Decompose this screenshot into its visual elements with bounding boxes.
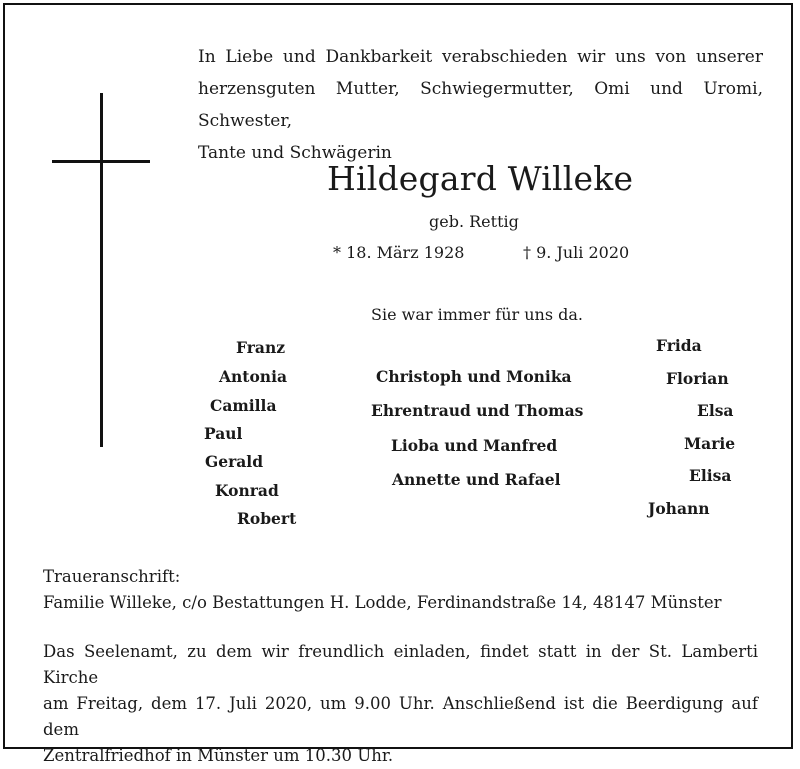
mourning-address: [43, 564, 722, 616]
family-member: Gerald: [205, 452, 264, 471]
family-member: Camilla: [210, 396, 277, 415]
family-member: Paul: [204, 424, 243, 443]
address-text: Familie Willeke, c/o Bestattungen H. Lodde, Ferdinandstraße 14, 48147 Münster: [43, 593, 722, 612]
intro-line-3: Tante und Schwägerin: [198, 143, 392, 163]
service-line-1: Das Seelenamt, zu dem wir freundlich einladen, findet statt in der St. Lamberti Kirche: [43, 642, 758, 687]
deceased-name: Hildegard Willeke: [327, 159, 634, 198]
family-member: Ehrentraud und Thomas: [371, 401, 584, 420]
death-date: † 9. Juli 2020: [523, 243, 630, 262]
intro-text: [198, 41, 763, 169]
cross-horizontal-bar: [52, 160, 150, 163]
service-info: [43, 639, 758, 769]
intro-line-2: herzensguten Mutter, Schwiegermutter, Omi und Uromi, Schwester,: [198, 79, 763, 131]
obituary-notice: [3, 3, 793, 765]
family-member: Christoph und Monika: [376, 367, 572, 386]
family-member: Konrad: [215, 481, 279, 500]
family-member: Frida: [656, 336, 702, 355]
service-line-3: Zentralfriedhof in Münster um 10.30 Uhr.: [43, 746, 394, 765]
address-label: Traueranschrift:: [43, 567, 181, 586]
service-line-2: am Freitag, dem 17. Juli 2020, um 9.00 Uhr. Anschließend ist die Beerdigung auf dem: [43, 694, 758, 739]
family-member: Marie: [684, 434, 736, 453]
family-member: Robert: [237, 509, 297, 528]
family-member: Antonia: [219, 367, 287, 386]
birth-date: * 18. März 1928: [333, 243, 465, 262]
cross-vertical-bar: [100, 93, 103, 447]
birth-name: geb. Rettig: [429, 212, 519, 231]
family-member: Elsa: [697, 401, 734, 420]
family-member: Johann: [648, 499, 710, 518]
family-member: Florian: [666, 369, 729, 388]
family-member: Annette und Rafael: [392, 470, 561, 489]
family-member: Elisa: [689, 466, 732, 485]
family-member: Franz: [236, 338, 286, 357]
motto: Sie war immer für uns da.: [371, 305, 583, 324]
family-member: Lioba und Manfred: [391, 436, 558, 455]
intro-line-1: In Liebe und Dankbarkeit verabschieden wir uns von unserer: [198, 47, 763, 67]
